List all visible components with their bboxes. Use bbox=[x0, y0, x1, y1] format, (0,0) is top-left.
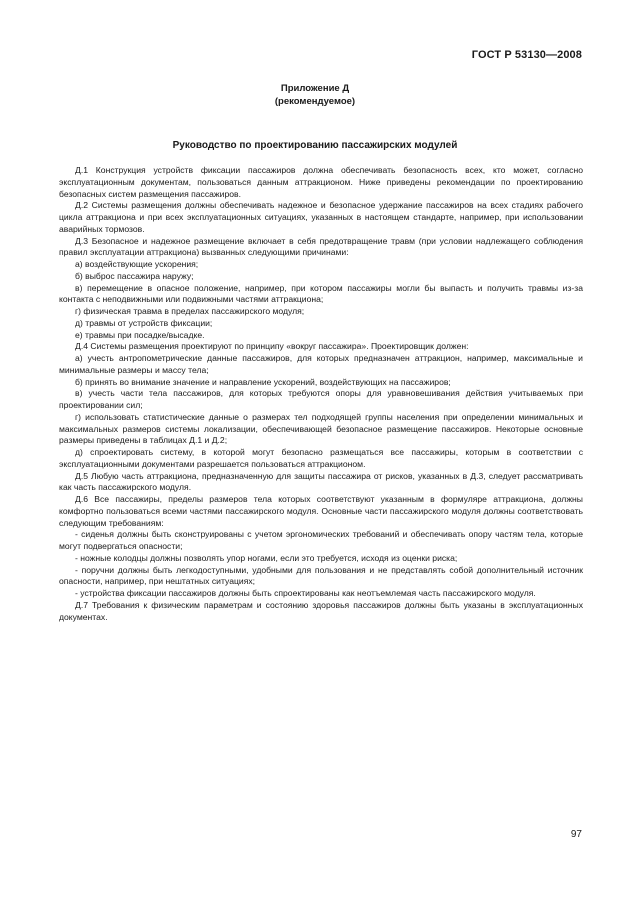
appendix-title: Приложение Д bbox=[280, 83, 350, 94]
list-item: г) физическая травма в пределах пассажирского модуля; bbox=[75, 306, 305, 316]
body-text bbox=[59, 165, 583, 623]
list-item: в) учесть части тела пассажиров, для которых требуются опоры для уравновешивания действия учитываемых при проектировании сил; bbox=[59, 388, 583, 410]
paragraph: Д.7 Требования к физическим параметрам и состоянию здоровья пассажиров должны быть указаны в эксплуатационных документах. bbox=[59, 599, 583, 622]
appendix-block bbox=[0, 82, 630, 108]
list-item: б) принять во внимание значение и направление ускорений, воздействующих на пассажиров; bbox=[75, 376, 451, 387]
standard-number: ГОСТ Р 53130—2008 bbox=[471, 49, 582, 61]
list-item: - поручни должны быть легкодоступными, удобными для пользования и не представлять собой дополнительный источник опасности, например, при нештатных ситуациях; bbox=[59, 564, 583, 587]
list-item: - сиденья должны быть сконструированы с учетом эргономических требований и обеспечивать опору частям тела, которые могут подвергаться опасности; bbox=[59, 529, 583, 551]
list-item: б) выброс пассажира наружу; bbox=[75, 270, 194, 281]
paragraph: Д.6 Все пассажиры, пределы размеров тела которых соответствуют указанным в формуляре аттракциона, должны комфортно пользоваться всеми частями пассажирского модуля. Основные части пассажирского модуля должны соответствовать следующим требованиям: bbox=[59, 494, 583, 528]
appendix-type: (рекомендуемое) bbox=[274, 96, 356, 107]
list-item: в) перемещение в опасное положение, например, при котором пассажиры могли бы выпасть и получить травмы из-за контакта с неподвижными или подвижными частями аттракциона; bbox=[59, 282, 583, 305]
list-item: е) травмы при посадке/высадке. bbox=[75, 329, 205, 340]
list-item: д) травмы от устройств фиксации; bbox=[75, 317, 213, 328]
list-item: а) воздействующие ускорения; bbox=[75, 259, 199, 269]
paragraph: Д.4 Системы размещения проектируют по принципу «вокруг пассажира». Проектировщик должен: bbox=[75, 341, 469, 352]
list-item: - ножные колодцы должны позволять упор ногами, если это требуется, исходя из оценки риска; bbox=[75, 552, 458, 563]
paragraph: Д.1 Конструкция устройств фиксации пассажиров должна обеспечивать безопасность всех, кто может, согласно эксплуатационным документам, пользоваться данным аттракционом. Ниже приведены рекомендации по проектированию безопасных систем размещения пассажиров. bbox=[59, 165, 583, 199]
list-item: а) учесть антропометрические данные пассажиров, для которых предназначен аттракцион, например, максимальные и минимальные размеры и массу тела; bbox=[59, 353, 583, 375]
list-item: д) спроектировать систему, в которой могут безопасно размещаться все пассажиры, которым в соответствии с эксплуатационными документами разрешается пользоваться аттракционом. bbox=[59, 447, 583, 469]
list-item: - устройства фиксации пассажиров должны быть спроектированы как неотъемлемая часть пассажирского модуля. bbox=[75, 588, 536, 598]
paragraph: Д.2 Системы размещения должны обеспечивать надежное и безопасное удержание пассажиров на всех стадиях рабочего цикла аттракциона и при всех эксплуатационных ситуациях, указанных в настоящем стандарте, например, при использовании аварийных тормозов. bbox=[59, 200, 583, 234]
page-number: 97 bbox=[570, 829, 582, 840]
list-item: г) использовать статистические данные о размерах тел подходящей группы населения при определении минимальных и максимальных размеров системы локализации, обеспечивающей безопасное размещение пассажиров. Некоторые основные размеры приведены в таблицах Д.1 и Д.2; bbox=[59, 411, 583, 446]
paragraph: Д.5 Любую часть аттракциона, предназначенную для защиты пассажира от рисков, указанных в Д.3, следует рассматривать как часть пассажирского модуля. bbox=[59, 470, 583, 493]
section-heading: Руководство по проектированию пассажирских модулей bbox=[172, 140, 458, 151]
paragraph: Д.3 Безопасное и надежное размещение включает в себя предотвращение травм (при условии надлежащего соблюдения правил эксплуатации аттракциона) вызванных следующими причинами: bbox=[59, 235, 583, 258]
